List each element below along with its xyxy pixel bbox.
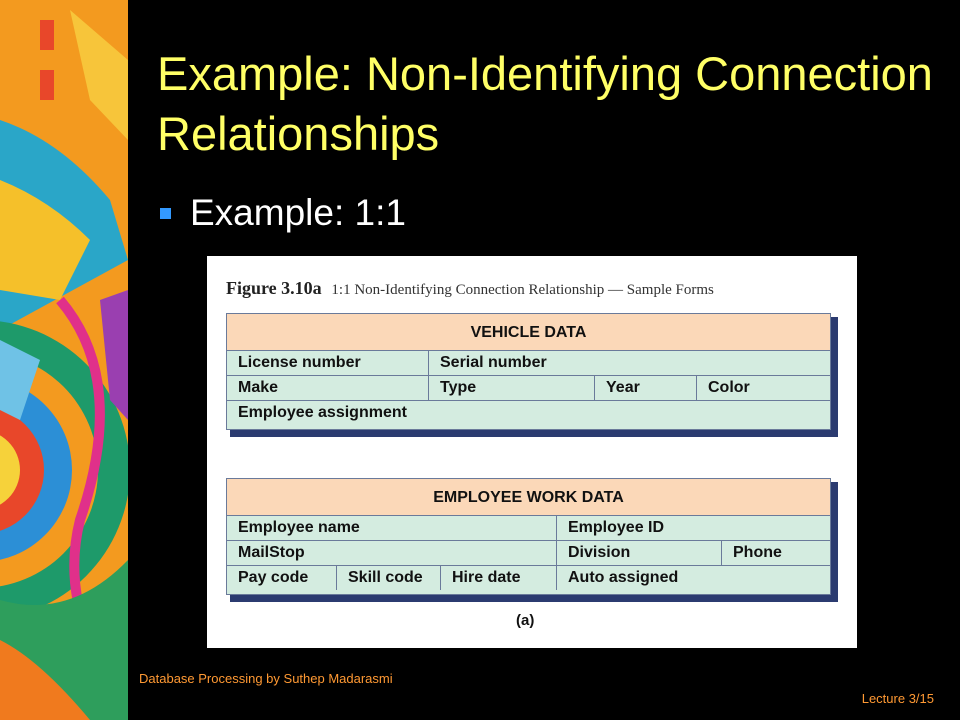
employee-work-data-header: EMPLOYEE WORK DATA xyxy=(227,479,830,516)
vehicle-data-header: VEHICLE DATA xyxy=(227,314,830,351)
employee-work-data-form xyxy=(226,478,831,595)
pay-code-field: Pay code xyxy=(238,569,309,586)
division-field: Division xyxy=(556,541,721,565)
figure-caption xyxy=(226,278,714,299)
employee-name-field: Employee name xyxy=(238,519,360,536)
skill-code-field: Skill code xyxy=(336,566,440,590)
figure-number: Figure 3.10a xyxy=(226,278,322,298)
mailstop-field: MailStop xyxy=(238,544,305,561)
employee-assignment-field: Employee assignment xyxy=(238,404,407,421)
auto-assigned-field: Auto assigned xyxy=(556,566,832,590)
figure-label: (a) xyxy=(516,612,535,629)
bullet-text: Example: 1:1 xyxy=(190,192,406,233)
hire-date-field: Hire date xyxy=(440,566,556,590)
serial-number-field: Serial number xyxy=(428,351,832,375)
year-field: Year xyxy=(594,376,696,400)
abstract-painting-graphic xyxy=(0,0,128,720)
slide-title: Example: Non-Identifying Connection Relationships xyxy=(157,47,933,160)
square-bullet-icon xyxy=(160,208,171,219)
employee-id-field: Employee ID xyxy=(556,516,832,540)
phone-field: Phone xyxy=(721,541,832,565)
figure-caption-text: 1:1 Non-Identifying Connection Relationship — Sample Forms xyxy=(331,282,714,298)
color-field: Color xyxy=(696,376,832,400)
footer-page-number: Lecture 3/15 xyxy=(861,691,934,706)
type-field: Type xyxy=(428,376,594,400)
license-number-field: License number xyxy=(238,354,361,371)
figure-image xyxy=(207,256,857,648)
decorative-artwork xyxy=(0,0,128,720)
vehicle-data-form xyxy=(226,313,831,430)
make-field: Make xyxy=(238,379,279,396)
footer-author: Database Processing by Suthep Madarasmi xyxy=(139,671,393,686)
